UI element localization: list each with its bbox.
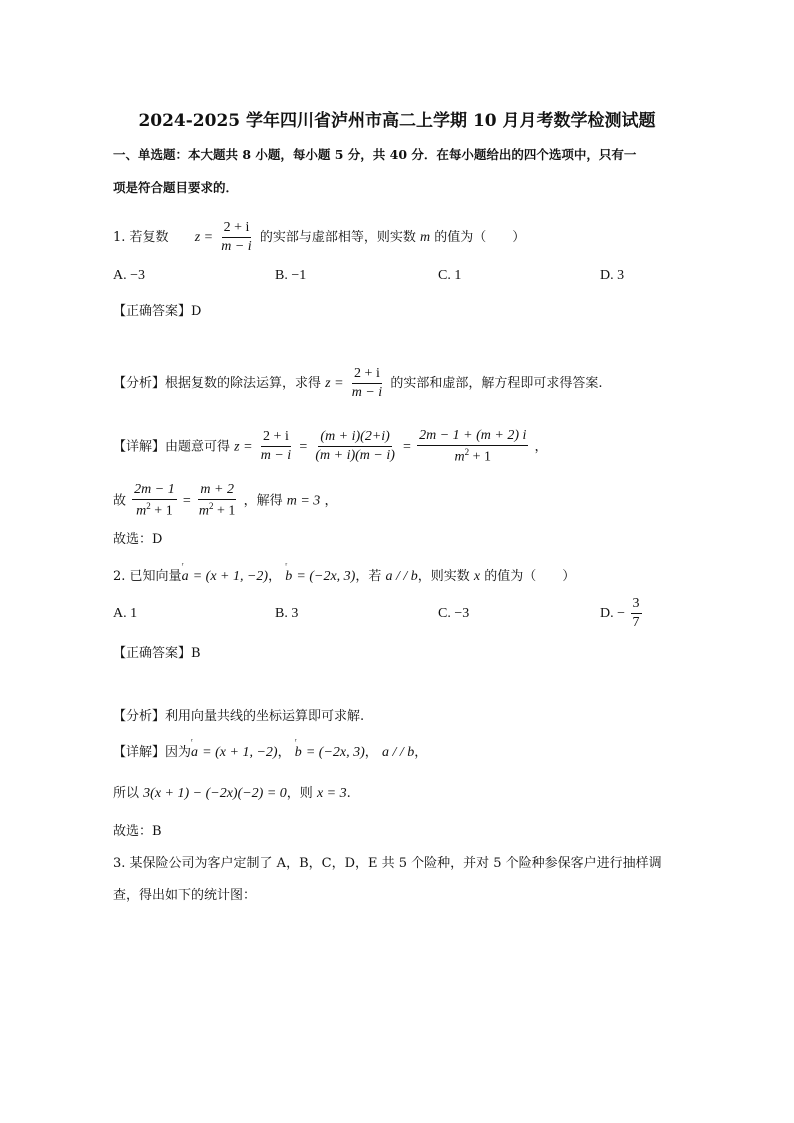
equals-sign: = <box>182 493 191 509</box>
option-d-label: D. − <box>600 605 626 621</box>
analysis-line <box>113 705 364 724</box>
detail-line <box>113 428 548 466</box>
choose-line: 故选：D <box>113 532 163 547</box>
vector-b <box>294 736 302 761</box>
question-number: 3. <box>113 856 126 871</box>
fraction-numerator: 2m − 1 <box>132 482 177 500</box>
vector-b <box>285 560 293 585</box>
fraction <box>219 220 253 255</box>
detail-label: 【详解】 <box>113 745 166 760</box>
den-tail: + 1 <box>150 503 173 519</box>
vector-a-value: = (x + 1, −2) <box>192 569 269 584</box>
section-heading-line1: 一、单选题：本大题共 8 小题，每小题 5 分，共 40 分．在每小题给出的四个选项中，只有一 <box>113 147 637 162</box>
so-label: 所以 <box>113 786 140 801</box>
vec-name: b <box>294 745 302 760</box>
math-z: z = <box>234 439 253 455</box>
fraction-denominator: m − i <box>221 239 252 255</box>
question-text: 某保险公司为客户定制了 A，B，C，D，E 共 5 个险种，并对 5 个险种参保客户进行抽样调 <box>129 856 662 871</box>
question-number: 2. <box>113 569 126 584</box>
detail-text: 因为 <box>165 745 192 760</box>
fraction-denominator: m − i <box>260 448 292 464</box>
fraction <box>259 429 293 464</box>
fraction-numerator: (m + i)(2+i) <box>318 429 391 447</box>
fraction-numerator: m + 2 <box>198 482 236 500</box>
vec-name: a <box>181 569 189 584</box>
parallel-relation: a / / b <box>385 569 418 584</box>
question-text: 已知向量 <box>129 569 182 584</box>
question-text: ，若 <box>355 569 382 584</box>
analysis-text: 的实部和虚部，解方程即可求得答案. <box>390 376 603 392</box>
question-text: 的实部与虚部相等，则实数 <box>259 230 416 246</box>
punct: . <box>346 786 351 801</box>
vector-a-value: = (x + 1, −2) <box>202 745 278 760</box>
fraction <box>132 482 177 520</box>
fraction-numerator: 2 + i <box>261 429 291 447</box>
vector-a <box>191 736 199 761</box>
option-d <box>600 596 644 631</box>
parallel-relation: a / / b <box>381 745 415 760</box>
punct: ， <box>414 745 428 760</box>
fraction-denominator <box>197 500 238 520</box>
result: x = 3 <box>316 786 347 801</box>
vec-name: a <box>191 745 199 760</box>
den-tail: + 1 <box>469 449 491 465</box>
den-var: m <box>198 503 210 519</box>
math-var: m <box>420 230 431 246</box>
punct: ， <box>277 745 291 760</box>
vector-b-value: = (−2x, 3) <box>305 745 365 760</box>
fraction <box>350 366 384 401</box>
math-z: z = <box>325 376 344 392</box>
den-var: m <box>136 503 147 519</box>
analysis-label: 【分析】 <box>113 709 166 724</box>
fraction-denominator: 7 <box>632 615 640 631</box>
den-exp: 2 <box>146 501 151 512</box>
den-tail: + 1 <box>213 503 236 519</box>
option-d: D. 3 <box>600 268 625 283</box>
equals-sign: = <box>299 439 308 455</box>
fraction <box>417 428 528 466</box>
question-3-line1 <box>113 852 662 871</box>
fraction-numerator: 2m − 1 + (m + 2) i <box>417 428 528 446</box>
math-var: x <box>473 569 481 584</box>
punct: ， <box>364 745 378 760</box>
vector-arrow-icon: ʳ <box>181 560 184 570</box>
fraction <box>631 596 642 631</box>
vector-a <box>181 560 189 585</box>
solve-text: ，则 <box>286 786 313 801</box>
so-label: 故 <box>113 493 127 509</box>
fraction-numerator: 3 <box>631 596 642 614</box>
question-2-stem <box>113 560 576 585</box>
vector-b-value: = (−2x, 3) <box>296 569 356 584</box>
result: m = 3 <box>286 493 321 509</box>
fraction-denominator: (m + i)(m − i) <box>315 448 395 464</box>
option-a: A. 1 <box>113 606 138 621</box>
den-var: m <box>454 449 465 465</box>
vector-arrow-icon: ʳ <box>191 736 193 746</box>
question-text: 若复数 <box>129 230 169 246</box>
question-text: 的值为（ ） <box>434 230 526 246</box>
question-number: 1. <box>113 230 126 246</box>
equals-sign: = <box>403 439 411 455</box>
math-z: z = <box>194 230 214 246</box>
equation: 3(x + 1) − (−2x)(−2) = 0 <box>143 786 287 801</box>
section-heading-line2: 项是符合题目要求的． <box>113 180 239 195</box>
punct: ， <box>534 439 548 455</box>
question-text: 的值为（ ） <box>484 569 576 584</box>
option-c: C. −3 <box>438 606 470 621</box>
fraction-numerator: 2 + i <box>222 220 252 238</box>
conclusion-line <box>113 782 351 802</box>
option-b: B. −1 <box>275 268 307 283</box>
punct: ， <box>268 569 282 584</box>
fraction-numerator: 2 + i <box>352 366 382 384</box>
fraction-denominator: m − i <box>351 385 383 401</box>
analysis-line <box>113 366 602 401</box>
conclusion-line <box>113 482 337 520</box>
detail-line <box>113 736 428 761</box>
option-c: C. 1 <box>438 268 462 283</box>
vec-name: b <box>285 569 293 584</box>
detail-text: 由题意可得 <box>165 439 231 455</box>
question-text: ，则实数 <box>417 569 470 584</box>
solve-text: ，解得 <box>243 493 283 509</box>
question-1-stem <box>113 220 525 255</box>
answer-label: 【正确答案】B <box>113 646 201 661</box>
punct: ， <box>324 493 338 509</box>
option-b: B. 3 <box>275 606 299 621</box>
fraction <box>197 482 238 520</box>
analysis-label: 【分析】 <box>113 376 166 392</box>
choose-line: 故选：B <box>113 824 162 839</box>
answer-label: 【正确答案】D <box>113 304 202 319</box>
den-exp: 2 <box>209 501 214 512</box>
fraction-denominator <box>452 446 493 466</box>
fraction <box>313 429 397 464</box>
page-title: 2024-2025 学年四川省泸州市高二上学期 10 月月考数学检测试题 <box>138 111 656 131</box>
vector-arrow-icon: ʳ <box>285 560 288 570</box>
option-a: A. −3 <box>113 268 146 283</box>
vector-arrow-icon: ʳ <box>294 736 297 746</box>
den-exp: 2 <box>464 447 470 458</box>
analysis-text: 利用向量共线的坐标运算即可求解. <box>165 709 365 724</box>
question-3-line2: 查，得出如下的统计图： <box>113 888 257 903</box>
detail-label: 【详解】 <box>113 439 166 455</box>
analysis-text: 根据复数的除法运算，求得 <box>165 376 322 392</box>
fraction-denominator <box>134 500 175 520</box>
